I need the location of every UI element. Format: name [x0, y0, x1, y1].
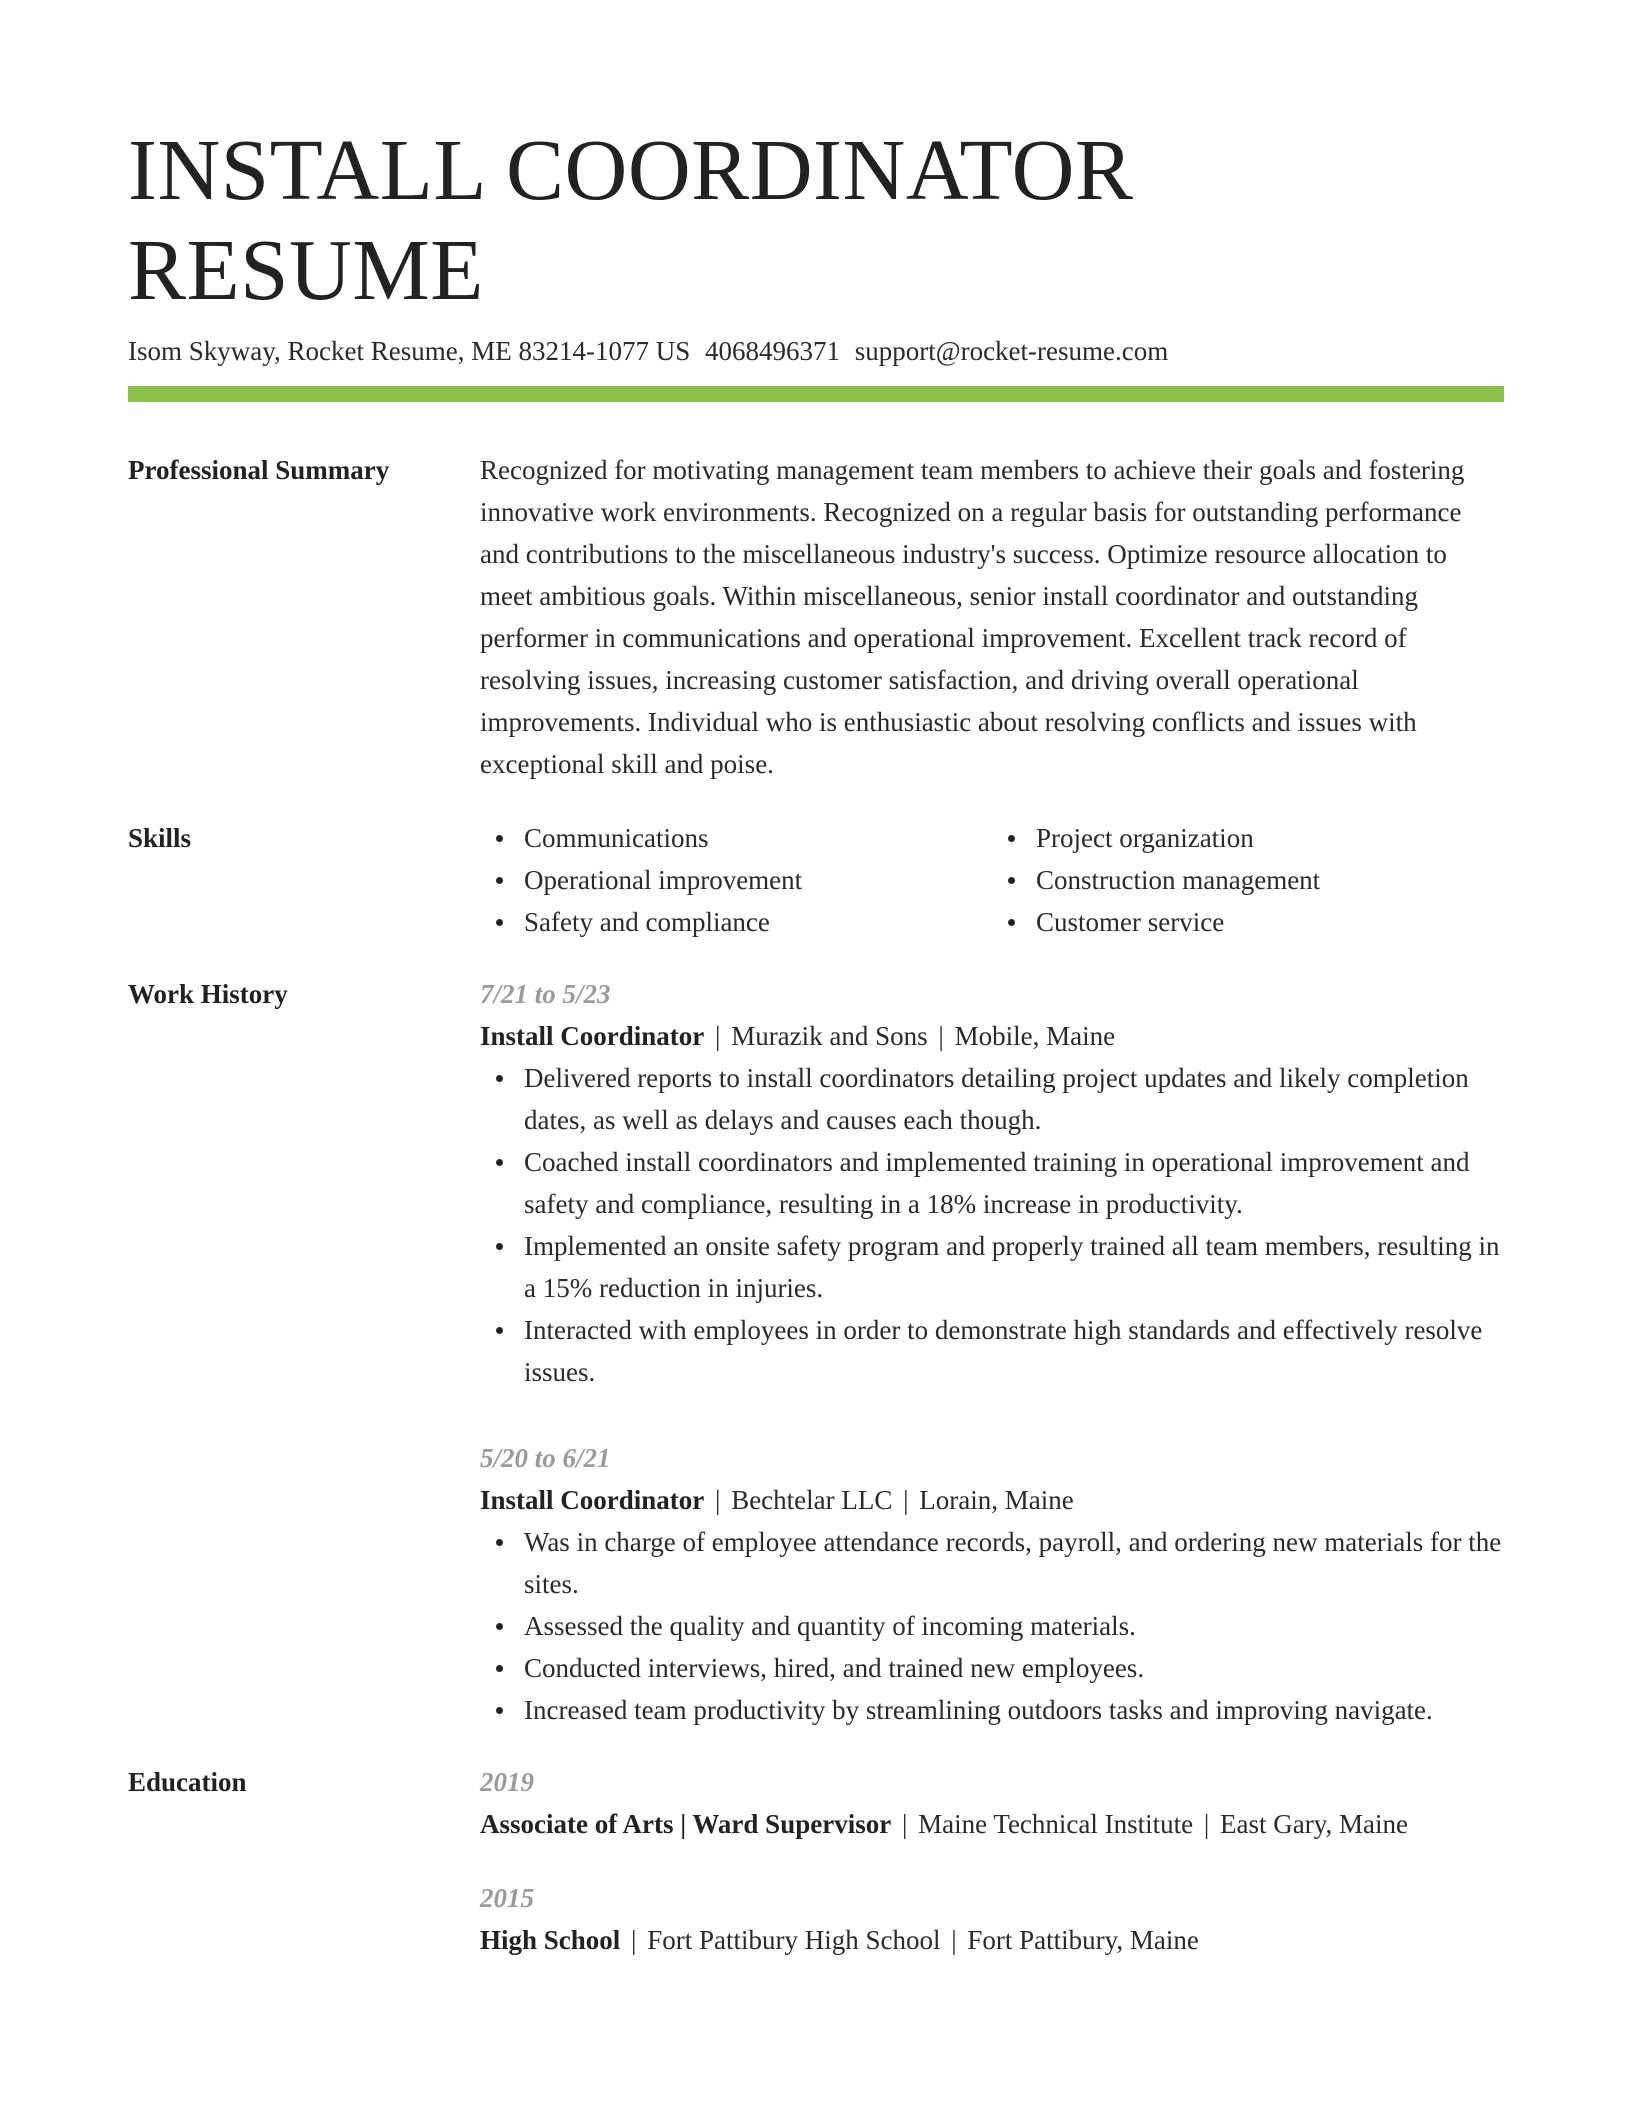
- skill-item: Communications: [524, 817, 992, 859]
- job-dates: 7/21 to 5/23: [480, 979, 611, 1009]
- job-role-line: Install Coordinator | Murazik and Sons | Mobile, Maine: [480, 1021, 1116, 1051]
- job-location: Lorain, Maine: [919, 1485, 1074, 1515]
- job-role-line: Install Coordinator | Bechtelar LLC | Lorain, Maine: [480, 1485, 1074, 1515]
- job-bullet: Assessed the quality and quantity of incoming materials.: [480, 1605, 1504, 1647]
- education-entry: [480, 1761, 1504, 1845]
- job-location: Mobile, Maine: [954, 1021, 1116, 1051]
- summary-section: [128, 449, 1504, 785]
- job-title: Install Coordinator: [480, 1021, 705, 1051]
- education-school: Fort Pattibury High School: [647, 1925, 941, 1955]
- work-history-section: [128, 973, 1504, 1731]
- skills-list-left: [480, 817, 992, 943]
- work-history-heading: Work History: [128, 979, 288, 1009]
- education-location: Fort Pattibury, Maine: [967, 1925, 1199, 1955]
- job-bullet: Was in charge of employee attendance records, payroll, and ordering new materials for the sites.: [480, 1521, 1504, 1605]
- job-bullet: Interacted with employees in order to demonstrate high standards and effectively resolve issues.: [480, 1309, 1504, 1393]
- skill-item: Project organization: [1036, 817, 1504, 859]
- education-year: 2019: [480, 1767, 534, 1797]
- education-location: East Gary, Maine: [1220, 1809, 1408, 1839]
- skill-item: Operational improvement: [524, 859, 992, 901]
- job-company: Bechtelar LLC: [731, 1485, 893, 1515]
- education-heading: Education: [128, 1767, 247, 1797]
- summary-text: Recognized for motivating management team members to achieve their goals and fostering innovative work environments. Recognized on a regular basis for outstanding performance and contributions to the miscellaneous industry's success. Optimize resource allocation to meet ambitious goals. Within miscellaneous, senior install coordinator and outstanding performer in communications and operational improvement. Excellent track record of resolving issues, increasing customer satisfaction, and driving overall operational improvements. Individual who is enthusiastic about resolving conflicts and issues with exceptional skill and poise.: [480, 455, 1465, 779]
- contact-phone: 4068496371: [704, 336, 840, 366]
- skill-item: Customer service: [1036, 901, 1504, 943]
- skills-list-right: [992, 817, 1504, 943]
- summary-heading: Professional Summary: [128, 455, 390, 485]
- skills-heading: Skills: [128, 823, 192, 853]
- skill-item: Safety and compliance: [524, 901, 992, 943]
- education-line: High School | Fort Pattibury High School | Fort Pattibury, Maine: [480, 1925, 1199, 1955]
- education-line: Associate of Arts | Ward Supervisor | Maine Technical Institute | East Gary, Maine: [480, 1809, 1408, 1839]
- education-school: Maine Technical Institute: [918, 1809, 1194, 1839]
- contact-email[interactable]: support@rocket-resume.com: [854, 336, 1169, 366]
- job-bullets: [480, 1057, 1504, 1393]
- job-entry: [480, 973, 1504, 1393]
- job-title: Install Coordinator: [480, 1485, 705, 1515]
- education-section: [128, 1761, 1504, 1961]
- resume-page: [128, 120, 1504, 1961]
- resume-title: INSTALL COORDINATOR RESUME: [128, 121, 1134, 318]
- job-company: Murazik and Sons: [731, 1021, 928, 1051]
- job-bullet: Implemented an onsite safety program and properly trained all team members, resulting in a 15% reduction in injuries.: [480, 1225, 1504, 1309]
- job-bullet: Conducted interviews, hired, and trained new employees.: [480, 1647, 1504, 1689]
- education-degree: High School: [480, 1925, 621, 1955]
- job-bullet: Increased team productivity by streamlining outdoors tasks and improving navigate.: [480, 1689, 1504, 1731]
- education-entry: [480, 1877, 1504, 1961]
- contact-line: [128, 332, 1504, 370]
- job-dates: 5/20 to 6/21: [480, 1443, 611, 1473]
- skills-section: [128, 817, 1504, 943]
- header-divider: [128, 386, 1504, 402]
- skill-item: Construction management: [1036, 859, 1504, 901]
- job-bullet: Coached install coordinators and implemented training in operational improvement and safety and compliance, resulting in a 18% increase in productivity.: [480, 1141, 1504, 1225]
- contact-address: Isom Skyway, Rocket Resume, ME 83214-1077 US: [128, 336, 691, 366]
- education-year: 2015: [480, 1883, 534, 1913]
- job-bullets: [480, 1521, 1504, 1731]
- job-bullet: Delivered reports to install coordinators detailing project updates and likely completion dates, as well as delays and causes each though.: [480, 1057, 1504, 1141]
- education-degree: Associate of Arts | Ward Supervisor: [480, 1809, 892, 1839]
- job-entry: [480, 1437, 1504, 1731]
